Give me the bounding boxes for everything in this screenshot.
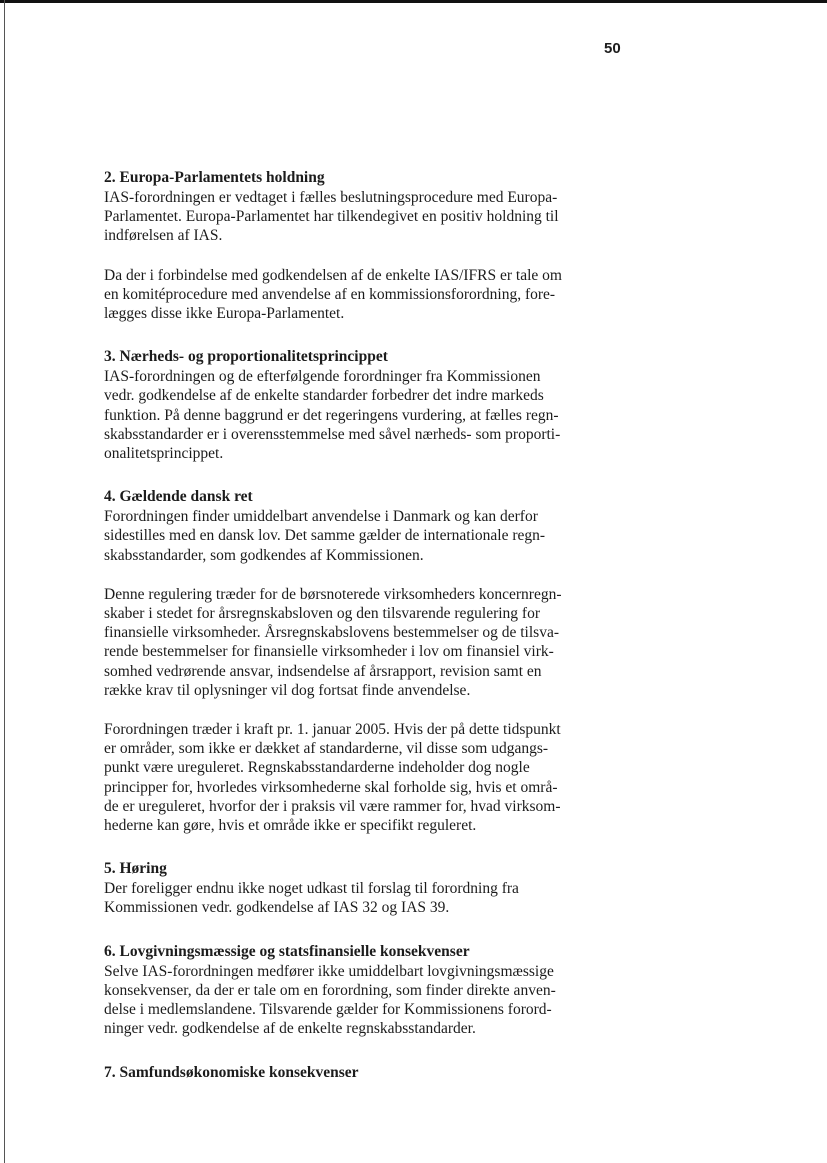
text-line: onalitetsprincippet.: [104, 445, 224, 463]
section-gap: [104, 918, 634, 942]
paragraph: [104, 879, 634, 917]
paragraph-gap: [104, 565, 634, 585]
section-gap: [104, 323, 634, 347]
text-line: en komitéprocedure med anvendelse af en kommissionsforordning, fore-: [104, 285, 556, 303]
text-line: Forordningen finder umiddelbart anvendelse i Danmark og kan derfor: [104, 508, 538, 526]
section: [104, 347, 634, 463]
document-body: [104, 168, 634, 1083]
text-line: de er ureguleret, hvorfor der i praksis vil være rammer for, hvad virksom-: [104, 797, 561, 815]
section-gap: [104, 835, 634, 859]
paragraph-gap: [104, 700, 634, 720]
text-line: ninger vedr. godkendelse af de enkelte regnskabsstandarder.: [104, 1020, 476, 1038]
top-border-line: [0, 0, 827, 3]
text-line: IAS-forordningen er vedtaget i fælles beslutningsprocedure med Europa-: [104, 189, 558, 206]
paragraph: [104, 507, 634, 565]
text-line: konsekvenser, da der er tale om en forordning, som finder direkte anven-: [104, 981, 556, 999]
section-gap: [104, 1039, 634, 1063]
section-heading: 4. Gældende dansk ret: [104, 488, 253, 506]
section: [104, 942, 634, 1039]
section-heading: 3. Nærheds- og proportionalitetsprincippet: [104, 348, 388, 366]
text-line: Der foreligger endnu ikke noget udkast til forslag til forordning fra: [104, 880, 519, 898]
text-line: Da der i forbindelse med godkendelsen af de enkelte IAS/IFRS er tale om: [104, 266, 562, 284]
left-border-line: [4, 0, 5, 1163]
section: [104, 1063, 634, 1083]
text-line: somhed vedrørende ansvar, indsendelse af årsrapport, revision samt en: [104, 662, 542, 680]
section-heading: 6. Lovgivningsmæssige og statsfinansielle konsekvenser: [104, 942, 470, 960]
text-line: er områder, som ikke er dækket af standarderne, vil disse som udgangs-: [104, 740, 549, 758]
text-line: vedr. godkendelse af de enkelte standarder forbedrer det indre markeds: [104, 387, 544, 405]
section-gap: [104, 463, 634, 487]
section-heading: 5. Høring: [104, 860, 167, 878]
paragraph-gap: [104, 246, 634, 266]
page-number: 50: [604, 40, 621, 57]
text-line: indførelsen af IAS.: [104, 227, 223, 245]
text-line: rende bestemmelser for finansielle virksomheder i lov om finansiel virk-: [104, 643, 554, 661]
paragraph: [104, 720, 634, 835]
text-line: IAS-forordningen og de efterfølgende forordninger fra Kommissionen: [104, 368, 541, 386]
text-line: principper for, hvorledes virksomhederne skal forholde sig, hvis et områ-: [104, 778, 558, 796]
text-line: skabsstandarder, som godkendes af Kommissionen.: [104, 546, 424, 564]
section: [104, 859, 634, 917]
text-line: funktion. På denne baggrund er det regeringens vurdering, at fælles regn-: [104, 406, 559, 424]
text-line: række krav til oplysninger vil dog fortsat finde anvendelse.: [104, 681, 471, 699]
text-line: finansielle virksomheder. Årsregnskabslovens bestemmelser og de tilsva-: [104, 624, 559, 642]
text-line: hederne kan gøre, hvis et område ikke er specifikt reguleret.: [104, 817, 477, 835]
text-line: punkt være ureguleret. Regnskabsstandarderne indeholder dog nogle: [104, 759, 530, 777]
section: [104, 168, 634, 323]
text-line: Kommissionen vedr. godkendelse af IAS 32 og IAS 39.: [104, 899, 450, 917]
text-line: Parlamentet. Europa-Parlamentet har tilkendegivet en positiv holdning til: [104, 208, 559, 226]
text-line: sidestilles med en dansk lov. Det samme gælder de internationale regn-: [104, 527, 546, 545]
text-line: skabsstandarder er i overensstemmelse med såvel nærheds- som proporti-: [104, 425, 561, 443]
section-heading: 2. Europa-Parlamentets holdning: [104, 169, 325, 186]
text-line: Denne regulering træder for de børsnoterede virksomheders koncernregn-: [104, 585, 562, 603]
paragraph: [104, 585, 634, 700]
paragraph: [104, 962, 634, 1039]
section: [104, 487, 634, 835]
text-line: Selve IAS-forordningen medfører ikke umiddelbart lovgivningsmæssige: [104, 962, 554, 980]
text-line: lægges disse ikke Europa-Parlamentet.: [104, 305, 345, 323]
paragraph: [104, 188, 634, 246]
paragraph: [104, 367, 634, 463]
section-heading: 7. Samfundsøkonomiske konsekvenser: [104, 1063, 359, 1081]
text-line: skaber i stedet for årsregnskabsloven og den tilsvarende regulering for: [104, 605, 541, 623]
paragraph: [104, 266, 634, 324]
text-line: Forordningen træder i kraft pr. 1. januar 2005. Hvis der på dette tidspunkt: [104, 721, 561, 739]
text-line: delse i medlemslandene. Tilsvarende gælder for Kommissionens forord-: [104, 1001, 552, 1019]
